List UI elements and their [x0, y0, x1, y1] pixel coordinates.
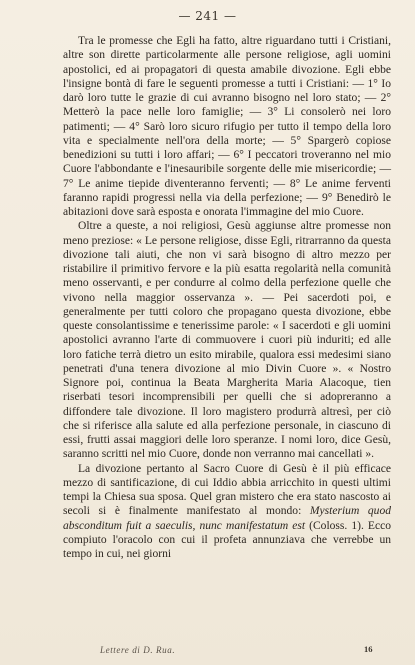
latin-quote: Mysterium quod absconditum fuit a saeculis, nunc manifestatum est — [63, 505, 391, 532]
paragraph-text: (Coloss. 1). Ecco compiuto l'oracolo con cui il profeta annunziava che verrebbe un tempo in cui, nei giorni — [63, 519, 391, 560]
page-number: — 241 — — [178, 9, 237, 23]
paragraph — [63, 34, 391, 219]
footer-sheet-number: 16 — [364, 644, 373, 654]
paragraph-text: La divozione pertanto al Sacro Cuore di Gesù è il più efficace mezzo di santificazione, di cui Iddio abbia arricchito in questi ultimi tempi la Chiesa sua sposa. Quel gran mistero che era stato nascosto ai secoli si è finalmente manifestato al mondo: — [63, 462, 391, 518]
footer-signature: Lettere di D. Rua. — [100, 645, 176, 655]
body-text — [63, 34, 391, 561]
paragraph — [63, 462, 391, 562]
paragraph-text: Tra le promesse che Egli ha fatto, altre riguardano tutti i Cristiani, altre son dirette particolarmente alle persone religiose, agli uomini apostolici, ed ai propagatori di questa amabile divozione. Egli ebbe l'insigne bontà di fare le seguenti promesse a tutti i Cristiani: — 1° Io darò loro tutte le grazie di cui avranno bisogno nel loro stato; — 2° Metterò la pace nelle loro famiglie; — 3° Li consolerò nei loro patimenti; — 4° Sarò loro sicuro rifugio per tutto il tempo della loro vita e specialmente nell'ora della morte; — 5° Spargerò copiose benedizioni su tutti i loro affari; — 6° I peccatori troveranno nel mio Cuore l'abbondante e l'inesauribile sorgente delle mie misericordie; — 7° Le anime tiepide diventeranno ferventi; — 8° Le anime ferventi faranno rapidi progressi nella via della perfezione; — 9° Benedirò le abitazioni dove sarà esposta e onorata l'immagine del mio Cuore. — [63, 35, 391, 218]
paragraph — [63, 219, 391, 461]
paragraph-text: Oltre a queste, a noi religiosi, Gesù aggiunse altre promesse non meno preziose: « Le persone religiose, disse Egli, ritrarranno da questa divozione tali aiuti, che non vi sarà bisogno di altro mezzo per ristabilire il primitivo fervore e la più esatta regolarità nella comunità meno osservanti, e per condurre al colmo della perfezione quelle che vivono nella maggior osservanza ». — Pei sacerdoti poi, e generalmente per tutti coloro che propagano questa divozione, ebbe queste consolantissime e tenerissime parole: « I sacerdoti e gli uomini apostolici avranno l'arte di commuovere i cuori più induriti; ed alle loro fatiche terrà dietro un esito mirabile, qualora essi medesimi siano penetrati d'una tenera divozione al mio Divin Cuore ». « Nostro Signore poi, continua la Beata Margherita Maria Alacoque, tien riserbati tesori incomprensibili per quelli che si adopreranno a diffondere tale divozione. Il loro magistero produrrà altresì, per ciò che si riferisce alla salute ed alla perfezione personale, in ciascuno di essi, frutti assai maggiori delle loro speranze. I nomi loro, dice Gesù, saranno scritti nel mio Cuore, donde non verranno mai cancellati ». — [63, 220, 391, 461]
